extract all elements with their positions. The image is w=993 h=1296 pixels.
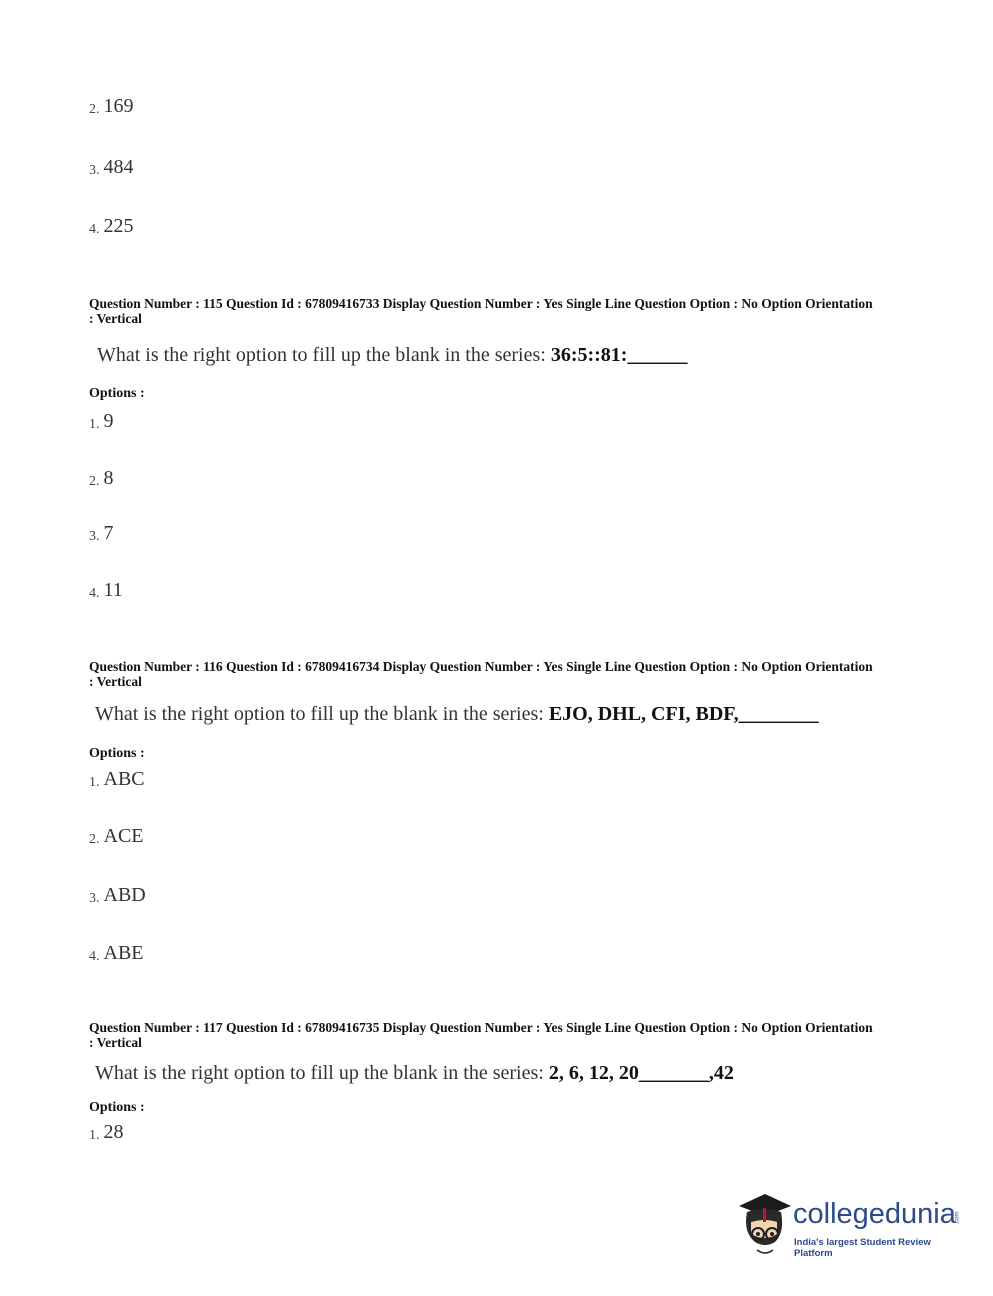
option-value: 7	[103, 522, 114, 544]
collegedunia-logo	[735, 1188, 965, 1258]
question-text-117	[95, 1062, 734, 1085]
option-116-3	[89, 884, 146, 907]
option-value: ABD	[103, 884, 146, 906]
question-series: EJO, DHL, CFI, BDF,________	[548, 703, 819, 725]
option-value: 28	[103, 1121, 124, 1143]
question-text-115	[97, 344, 687, 367]
option-number: 3.	[89, 163, 100, 178]
option-number: 3.	[89, 891, 100, 906]
options-label-116: Options :	[89, 746, 145, 761]
prev-option-2	[89, 95, 134, 118]
option-115-2	[89, 467, 114, 490]
option-value: ACE	[103, 825, 144, 847]
option-number: 1.	[89, 775, 100, 790]
option-value: ABE	[103, 942, 144, 964]
option-116-2	[89, 825, 144, 848]
question-meta-115: Question Number : 115 Question Id : 67809416733 Display Question Number : Yes Single Line Question Option : No Option Orientation : Vertical	[89, 296, 873, 326]
question-prefix: What is the right option to fill up the blank in the series:	[95, 1062, 549, 1084]
option-number: 1.	[89, 417, 100, 432]
option-value: ABC	[103, 768, 145, 790]
option-number: 1.	[89, 1128, 100, 1143]
question-meta-117: Question Number : 117 Question Id : 67809416735 Display Question Number : Yes Single Line Question Option : No Option Orientation : Vertical	[89, 1020, 873, 1050]
question-series: 36:5::81:______	[550, 344, 688, 366]
option-value: 9	[103, 410, 114, 432]
option-number: 4.	[89, 222, 100, 237]
option-116-4	[89, 942, 144, 965]
question-meta-116: Question Number : 116 Question Id : 67809416734 Display Question Number : Yes Single Line Question Option : No Option Orientation : Vertical	[89, 659, 873, 689]
question-text-116	[95, 703, 819, 726]
option-115-3	[89, 522, 114, 545]
options-label-115: Options :	[89, 386, 145, 401]
question-prefix: What is the right option to fill up the blank in the series:	[95, 703, 549, 725]
option-value: 225	[103, 215, 134, 237]
option-number: 2.	[89, 832, 100, 847]
question-prefix: What is the right option to fill up the blank in the series:	[97, 344, 551, 366]
brand-name: collegedunia	[793, 1198, 956, 1230]
option-number: 4.	[89, 586, 100, 601]
question-series: 2, 6, 12, 20_______,42	[548, 1062, 734, 1084]
option-number: 4.	[89, 949, 100, 964]
mascot-icon	[735, 1188, 793, 1258]
prev-option-4	[89, 215, 134, 238]
options-label-117: Options :	[89, 1100, 145, 1115]
option-value: 11	[103, 579, 123, 601]
brand-tagline: India's largest Student Review Platform	[794, 1237, 931, 1259]
option-value: 8	[103, 467, 114, 489]
option-number: 2.	[89, 474, 100, 489]
option-115-4	[89, 579, 123, 602]
option-value: 169	[103, 95, 134, 117]
option-115-1	[89, 410, 114, 433]
option-number: 3.	[89, 529, 100, 544]
brand-suffix: .com	[954, 1211, 961, 1225]
prev-option-3	[89, 156, 134, 179]
option-value: 484	[103, 156, 134, 178]
option-116-1	[89, 768, 145, 791]
option-number: 2.	[89, 102, 100, 117]
option-117-1	[89, 1121, 124, 1144]
